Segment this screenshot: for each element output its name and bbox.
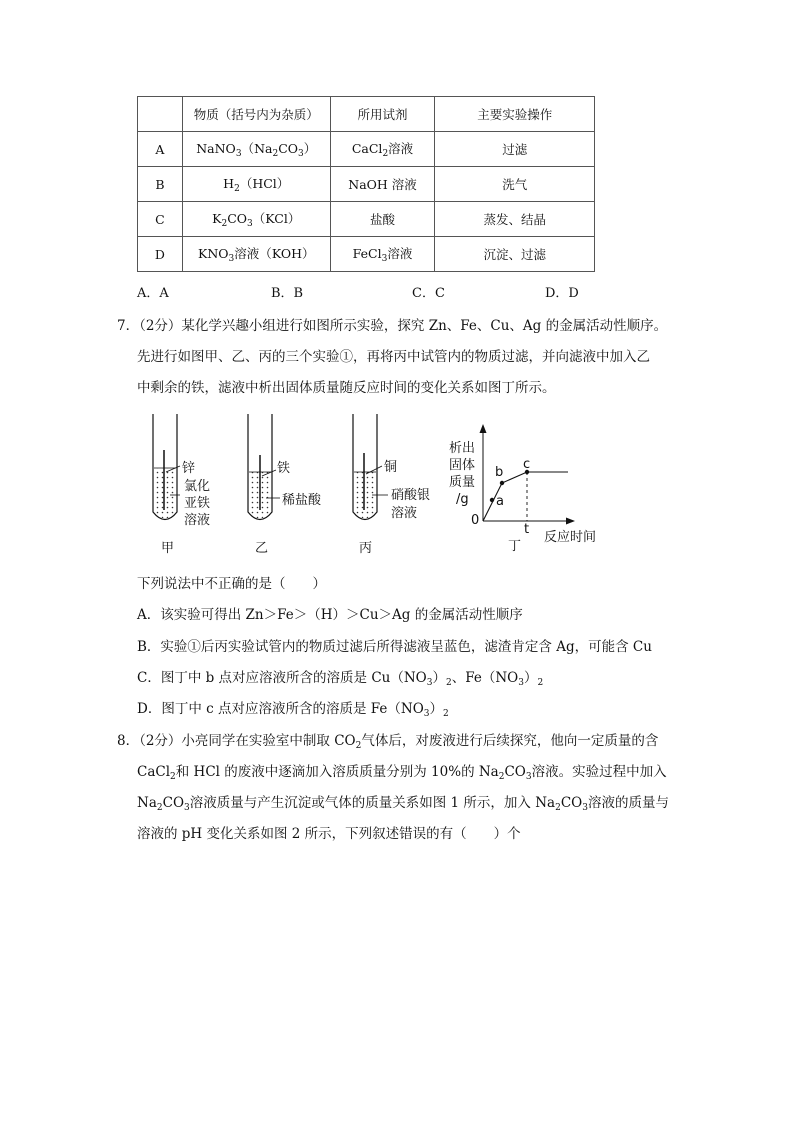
- q7-option-c[interactable]: C．图丁中 b 点对应溶液所含的溶质是 $Cu(NO_3)_2$、$Fe(NO_3)_2$: [137, 670, 544, 688]
- row-reagent: FeCl$_3$溶液: [330, 237, 435, 272]
- fig-ding-b: b: [495, 465, 504, 480]
- row-reagent: NaOH 溶液: [330, 167, 435, 202]
- y-axis-arrow-icon: [480, 424, 487, 433]
- row-reagent: CaCl$_2$溶液: [330, 132, 435, 167]
- q7-option-d[interactable]: D．图丁中 c 点对应溶液所含的溶质是 $Fe(NO_3)_2$: [137, 701, 449, 719]
- row-label: D: [138, 237, 183, 272]
- q8-stem-line-4: 溶液的 pH 变化关系如图 2 所示，下列叙述错误的有（ ）个: [137, 826, 521, 842]
- fig-ding-y-2: 固体: [449, 458, 476, 473]
- row-operation: 洗气: [435, 167, 595, 202]
- fig-jia-metal: 锌: [182, 461, 196, 476]
- x-axis-arrow-icon: [566, 518, 575, 525]
- fig-jia-sol-2: 亚铁: [184, 496, 211, 511]
- fig-ding-y-4: /g: [456, 492, 469, 507]
- option-d[interactable]: D．D: [545, 286, 579, 301]
- row-operation: 沉淀、过滤: [435, 237, 595, 272]
- point-b: [500, 481, 504, 485]
- q7-stem-line-1: 7．（2分）某化学兴趣小组进行如图所示实验，探究 Zn、Fe、Cu、Ag 的金属活动性顺序。: [117, 318, 668, 334]
- row-operation: 过滤: [435, 132, 595, 167]
- table-header-operation: 主要实验操作: [435, 97, 595, 132]
- row-label: C: [138, 202, 183, 237]
- fig-ding-label: 丁: [508, 539, 522, 554]
- fig-ding-t: t: [524, 522, 530, 537]
- test-tube-bing: [353, 414, 388, 520]
- q8-stem-line-1: 8．（2分）小亮同学在实验室中制取 $CO_2$气体后，对废液进行后续探究，他向一定质量的含: [117, 733, 659, 751]
- fig-yi-metal: 铁: [277, 461, 291, 476]
- fig-ding-x: 反应时间: [544, 530, 597, 545]
- q7-question: 下列说法中不正确的是（ ）: [137, 576, 326, 592]
- fig-bing-sol-2: 溶液: [391, 506, 418, 521]
- row-label: A: [138, 132, 183, 167]
- graph-ding: [480, 424, 576, 525]
- fig-jia-sol-3: 溶液: [184, 513, 211, 528]
- option-b[interactable]: B．B: [271, 286, 304, 301]
- fig-yi-sol: 稀盐酸: [282, 493, 322, 508]
- q7-stem-line-2: 先进行如图甲、乙、丙的三个实验①，再将丙中试管内的物质过滤，并向滤液中加入乙: [137, 349, 650, 365]
- q7-option-b[interactable]: B．实验①后丙实验试管内的物质过滤后所得滤液呈蓝色，滤渣肯定含 Ag，可能含 Cu: [137, 639, 652, 655]
- fig-jia-sol-1: 氯化: [184, 479, 211, 494]
- fig-bing-metal: 铜: [384, 460, 398, 475]
- fig-yi-label: 乙: [255, 541, 269, 556]
- fig-bing-label: 丙: [359, 541, 373, 556]
- point-a: [490, 498, 494, 502]
- fig-jia-label: 甲: [161, 541, 175, 556]
- q7-figure: [0, 0, 794, 560]
- fig-ding-y-1: 析出: [449, 441, 476, 456]
- q7-stem-line-3: 中剩余的铁，滤液中析出固体质量随反应时间的变化关系如图丁所示。: [137, 380, 556, 396]
- row-operation: 蒸发、结晶: [435, 202, 595, 237]
- option-c[interactable]: C．C: [412, 286, 445, 301]
- table-header-reagent: 所用试剂: [330, 97, 435, 132]
- row-label: B: [138, 167, 183, 202]
- fig-bing-sol-1: 硝酸银: [391, 488, 431, 503]
- row-substance: $H_2(HCl)$: [182, 167, 330, 202]
- option-a[interactable]: A．A: [137, 286, 169, 301]
- test-tube-jia: [153, 414, 180, 520]
- fig-ding-c: c: [523, 457, 531, 472]
- test-tube-yi: [248, 414, 280, 520]
- row-substance: $K_2CO_3(KCl)$: [182, 202, 330, 237]
- row-reagent: 盐酸: [330, 202, 435, 237]
- fig-ding-a: a: [496, 494, 504, 509]
- q8-stem-line-3: $Na_2CO_3$溶液质量与产生沉淀或气体的质量关系如图 1 所示，加入 $Na_2CO_3$溶液的质量与: [137, 795, 669, 813]
- q7-option-a[interactable]: A．该实验可得出 Zn＞Fe＞（H）＞Cu＞Ag 的金属活动性顺序: [137, 607, 523, 623]
- row-substance: $KNO_3$溶液（KOH）: [182, 237, 330, 272]
- row-substance: $NaNO_3(Na_2CO_3)$: [182, 132, 330, 167]
- fig-ding-y-3: 质量: [449, 475, 476, 490]
- table-header-substance: 物质（括号内为杂质）: [182, 97, 330, 132]
- q8-stem-line-2: CaCl$_2$和 HCl 的废液中逐滴加入溶质质量分别为 10%的 $Na_2CO_3$溶液。实验过程中加入: [137, 764, 667, 782]
- fig-ding-origin: 0: [471, 513, 480, 528]
